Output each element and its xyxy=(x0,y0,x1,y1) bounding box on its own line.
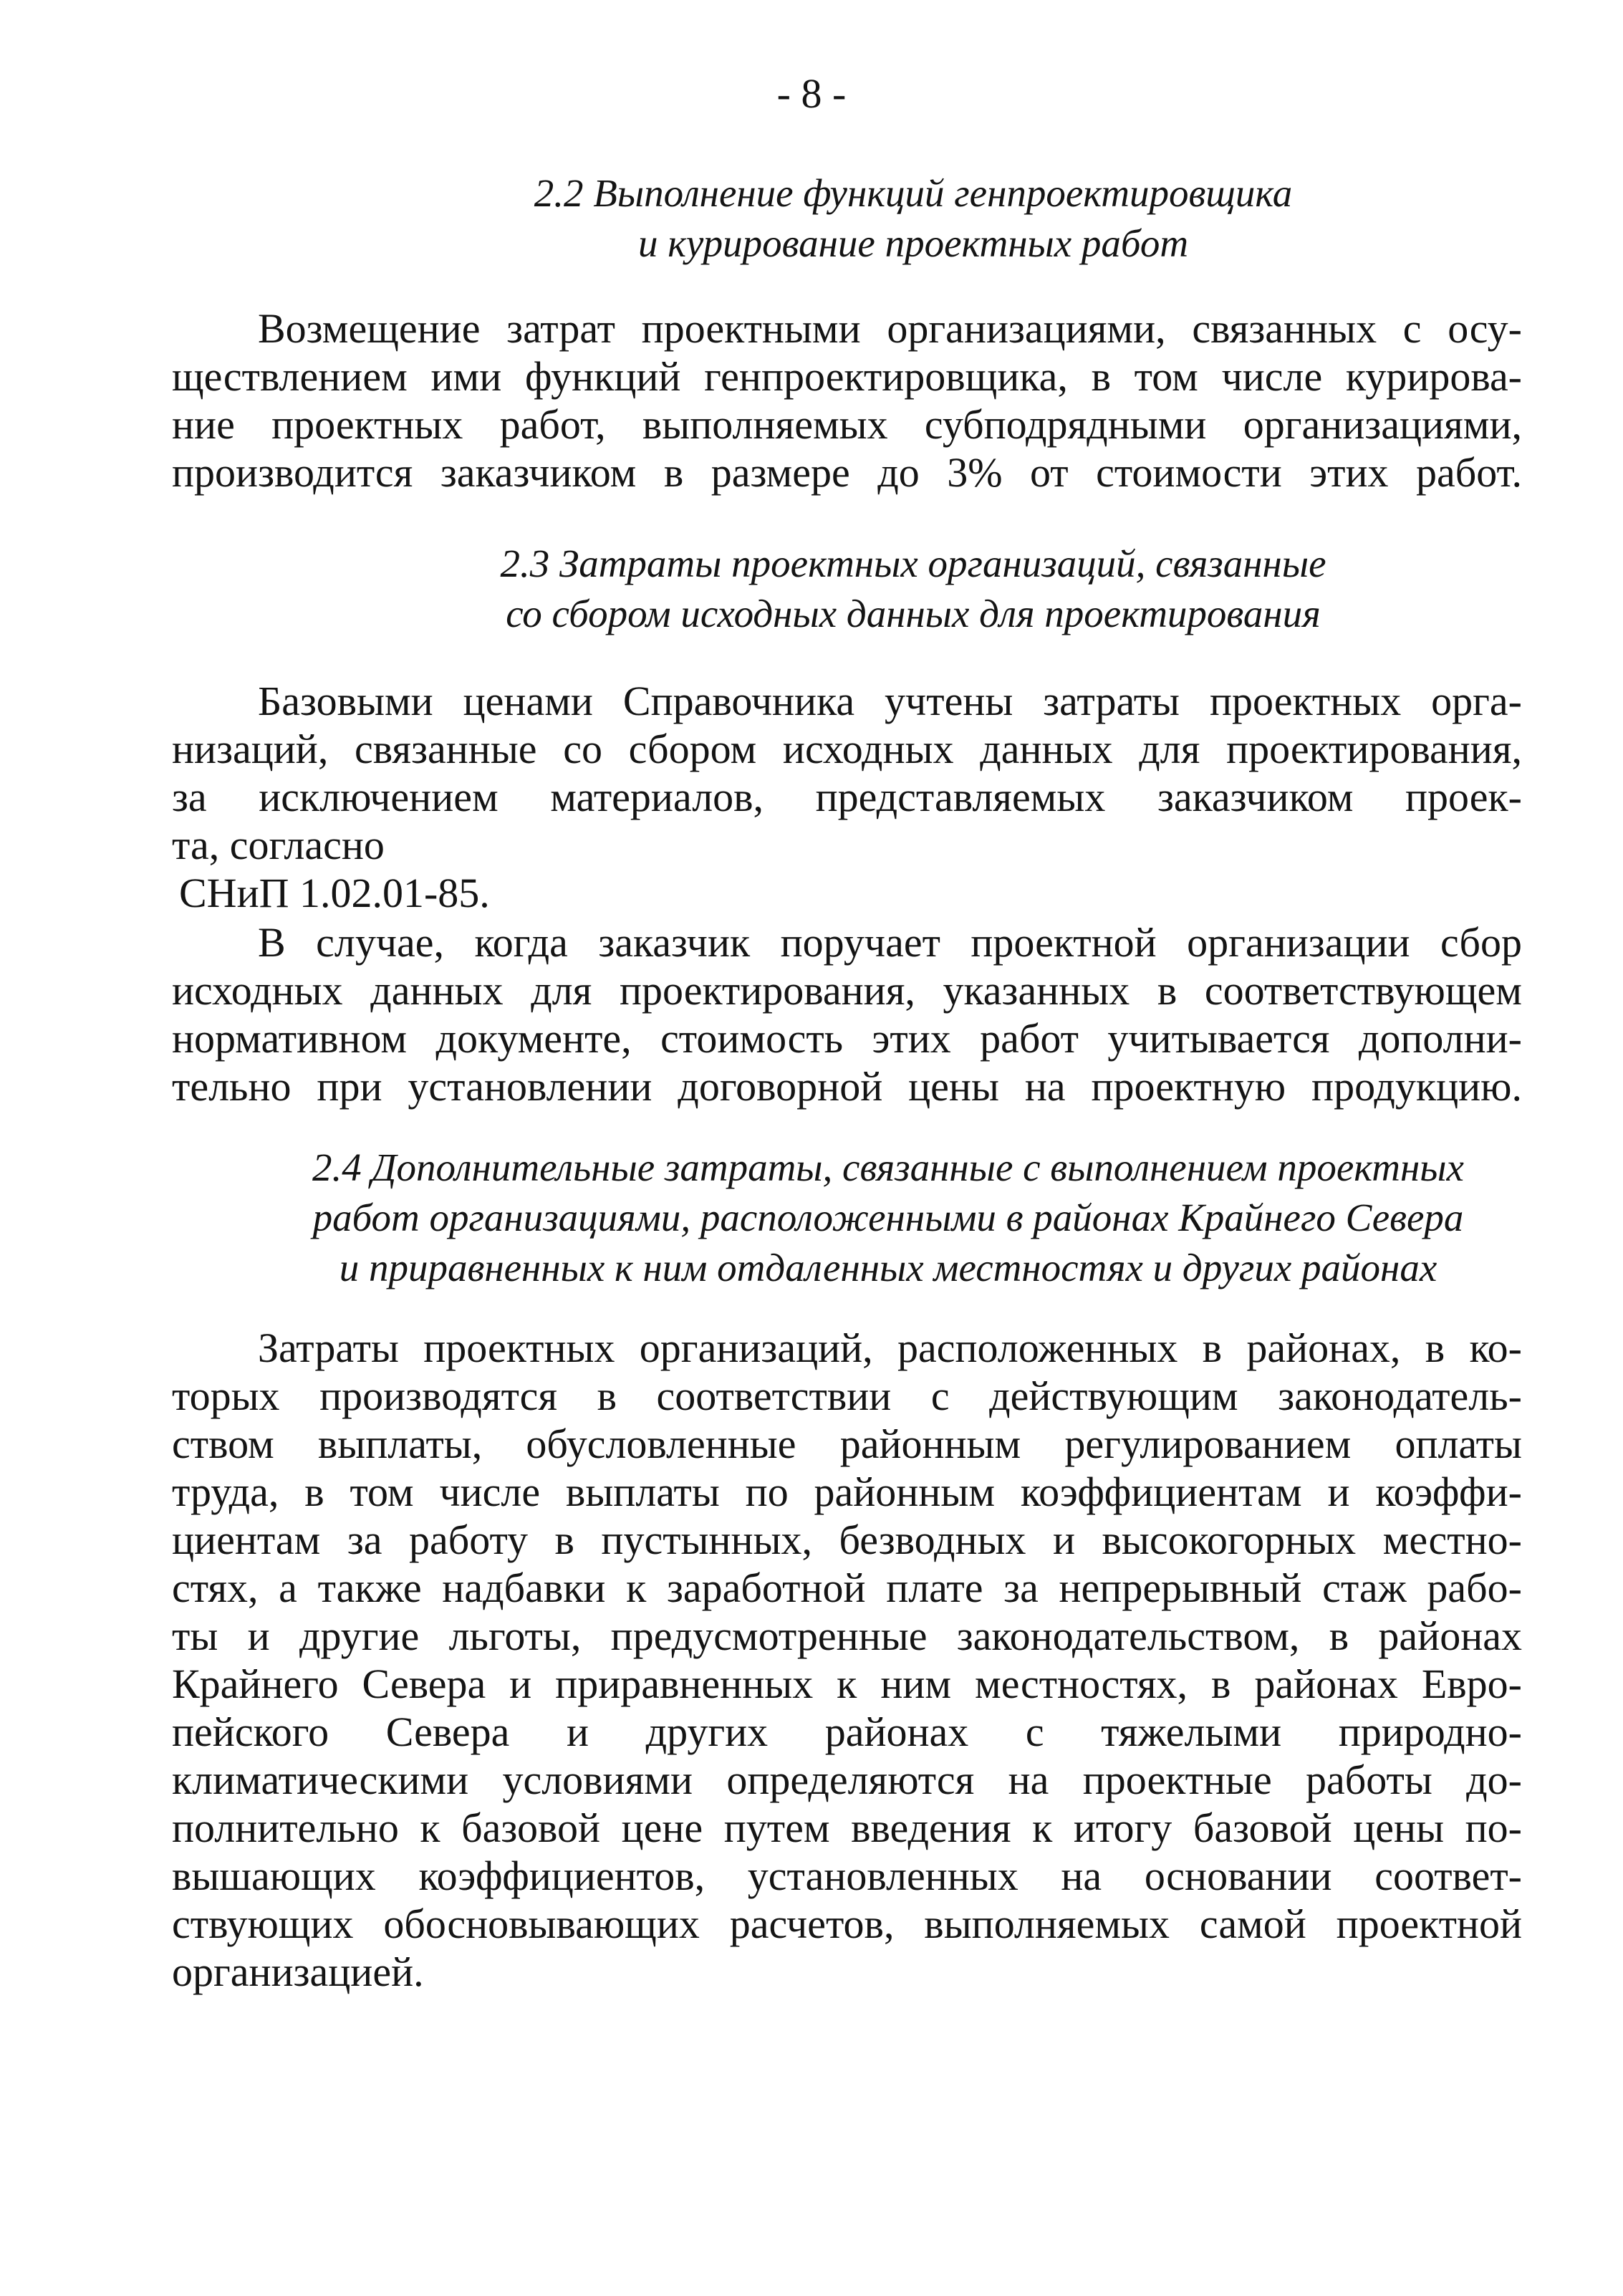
paragraph-line: пейского Севера и других районах с тяжелыми природно- xyxy=(172,1709,1522,1755)
section-2-3-paragraph-1 xyxy=(172,677,1522,917)
paragraph-line: торых производятся в соответствии с действующим законодатель- xyxy=(172,1373,1522,1419)
paragraph-line: тельно при установлении договорной цены на проектную продукцию. xyxy=(172,1063,1522,1110)
page-number: - 8 - xyxy=(776,70,847,117)
heading-line: 2.3 Затраты проектных организаций, связанные xyxy=(500,542,1326,585)
paragraph-line: ние проектных работ, выполняемых субподрядными организациями, xyxy=(172,401,1522,448)
paragraph-line: вышающих коэффициентов, установленных на основании соответ- xyxy=(172,1853,1522,1899)
paragraph-line: низаций, связанные со сбором исходных данных для проектирования, xyxy=(172,726,1522,772)
paragraph-line: климатическими условиями определяются на проектные работы до- xyxy=(172,1757,1522,1803)
section-2-2-paragraph xyxy=(172,304,1522,496)
paragraph-line: организацией. xyxy=(172,1949,424,1995)
paragraph-line: Возмещение затрат проектными организациями, связанных с осу- xyxy=(258,305,1522,352)
paragraph-line: Базовыми ценами Справочника учтены затраты проектных орга- xyxy=(258,678,1522,724)
paragraph-line: Затраты проектных организаций, расположенных в районах, в ко- xyxy=(258,1325,1522,1371)
heading-line: работ организациями, расположенными в районах Крайнего Севера xyxy=(312,1196,1464,1239)
heading-line: 2.4 Дополнительные затраты, связанные с выполнением проектных xyxy=(312,1145,1464,1189)
paragraph-line: полнительно к базовой цене путем введения к итогу базовой цены по- xyxy=(172,1805,1522,1851)
heading-line: 2.2 Выполнение функций генпроектировщика xyxy=(534,171,1293,215)
section-2-3-heading xyxy=(265,539,1561,639)
paragraph-line: труда, в том числе выплаты по районным коэффициентам и коэффи- xyxy=(172,1469,1522,1515)
paragraph-line: ществлением ими функций генпроектировщика, в том числе курирова- xyxy=(172,353,1522,400)
paragraph-line: ством выплаты, обусловленные районным регулированием оплаты xyxy=(172,1421,1522,1467)
paragraph-line: циентам за работу в пустынных, безводных и высокогорных местно- xyxy=(172,1517,1522,1563)
heading-line: и приравненных к ним отдаленных местностях и других районах xyxy=(339,1246,1437,1289)
paragraph-line: стях, а также надбавки к заработной плате за непрерывный стаж рабо- xyxy=(172,1565,1522,1611)
paragraph-line: исходных данных для проектирования, указанных в соответствующем xyxy=(172,967,1522,1014)
section-2-4-paragraph xyxy=(172,1324,1522,1996)
paragraph-line: СНиП 1.02.01-85. xyxy=(179,870,490,916)
heading-line: со сбором исходных данных для проектирования xyxy=(506,592,1321,635)
paragraph-line: ты и другие льготы, предусмотренные законодательством, в районах xyxy=(172,1613,1522,1659)
paragraph-line: ствующих обосновывающих расчетов, выполняемых самой проектной xyxy=(172,1901,1522,1947)
paragraph-line: та, согласно xyxy=(172,822,385,868)
heading-line: и курирование проектных работ xyxy=(637,221,1189,265)
paragraph-line: В случае, когда заказчик поручает проектной организации сбор xyxy=(258,919,1522,966)
paragraph-line: за исключением материалов, представляемых заказчиком проек- xyxy=(172,774,1522,820)
section-2-4-heading xyxy=(215,1143,1561,1293)
paragraph-line: Крайнего Севера и приравненных к ним местностях, в районах Евро- xyxy=(172,1661,1522,1707)
section-2-3-paragraph-2 xyxy=(172,918,1522,1110)
paragraph-line: производится заказчиком в размере до 3% от стоимости этих работ. xyxy=(172,449,1522,496)
paragraph-line: нормативном документе, стоимость этих работ учитывается дополни- xyxy=(172,1015,1522,1062)
section-2-2-heading xyxy=(265,168,1561,269)
